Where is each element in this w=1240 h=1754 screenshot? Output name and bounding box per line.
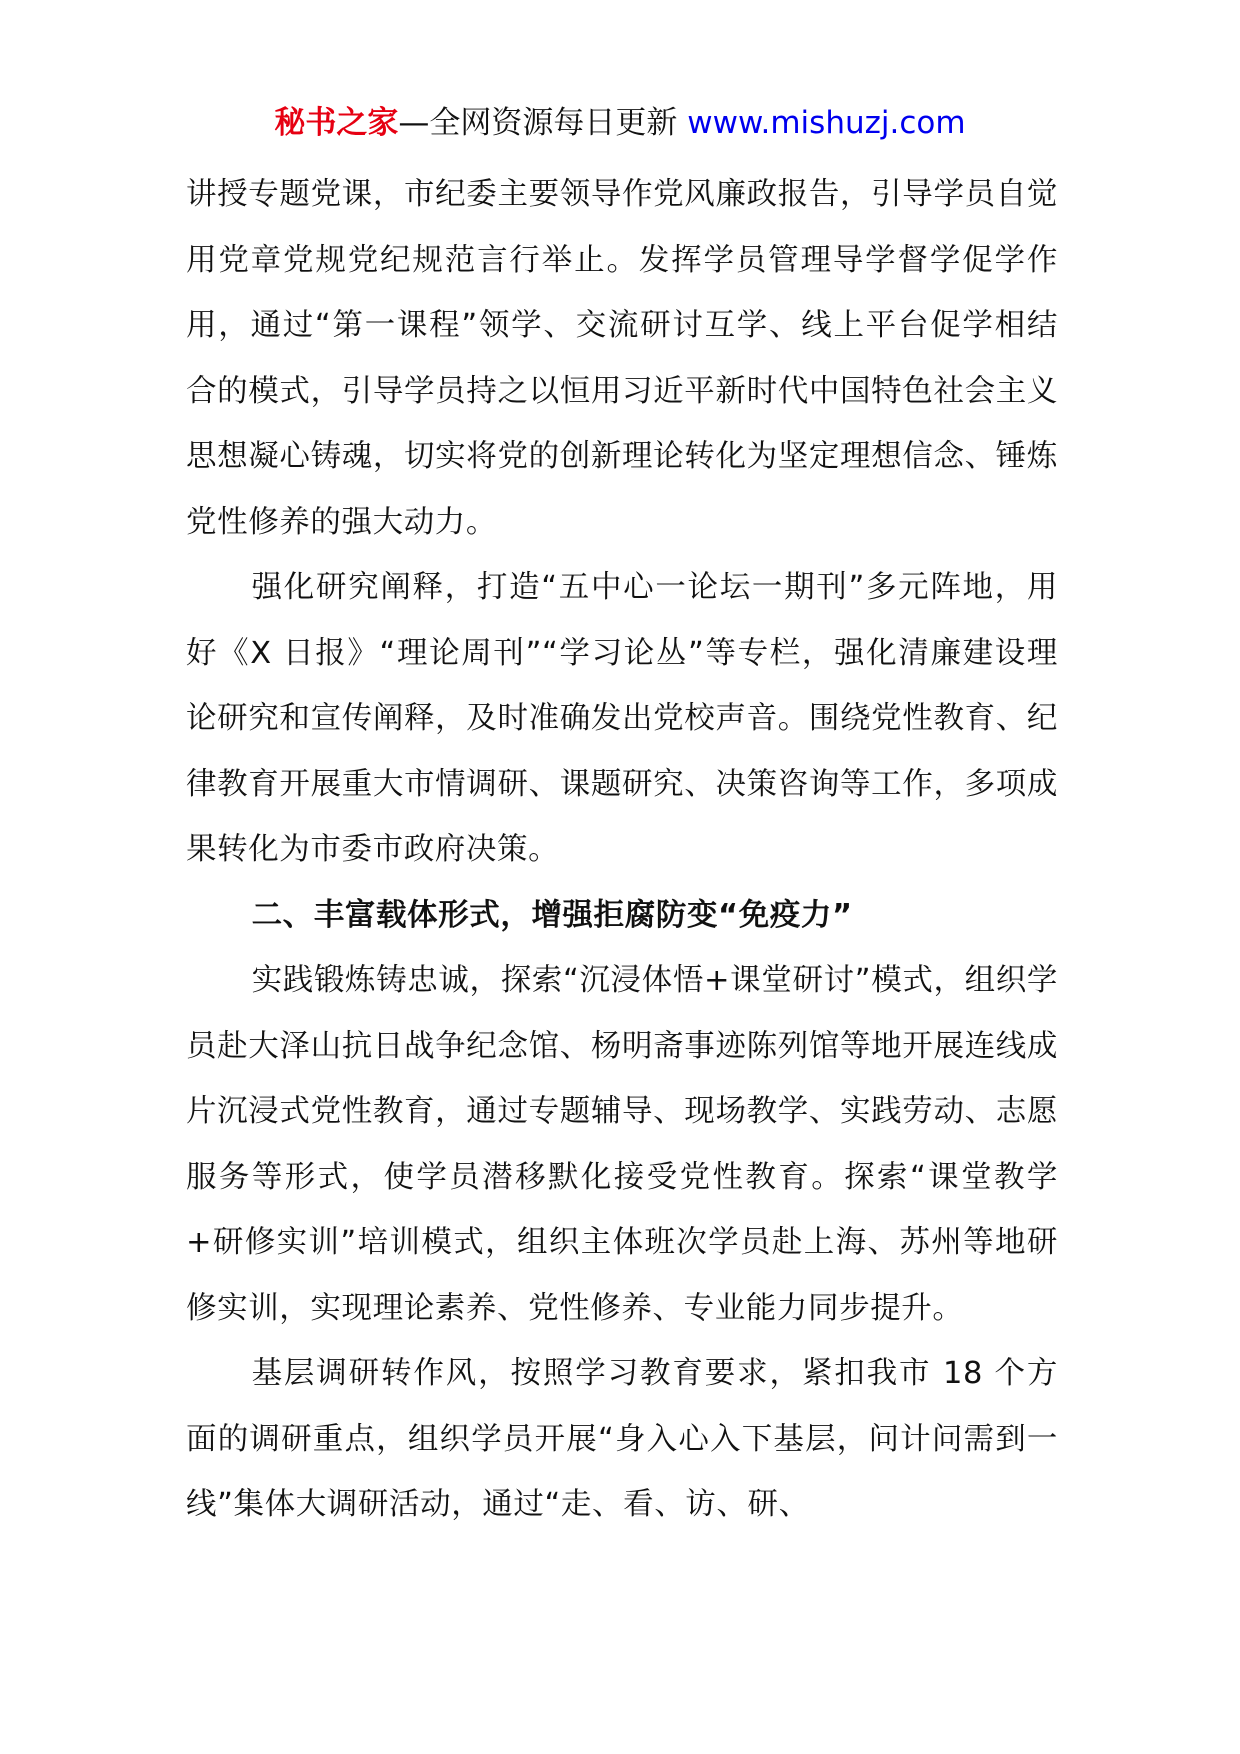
paragraph-practice: 实践锻炼铸忠诚，探索“沉浸体悟+课堂研讨”模式，组织学员赴大泽山抗日战争纪念馆、杨明斋事迹陈列馆等地开展连线成片沉浸式党性教育，通过专题辅导、现场教学、实践劳动、志愿服务等形式，使学员潜移默化接受党性教育。探索“课堂教学+研修实训”培训模式，组织主体班次学员赴上海、苏州等地研修实训，实现理论素养、党性修养、专业能力同步提升。	[186, 963, 1058, 1326]
site-url-link[interactable]: www.mishuzj.com	[687, 105, 966, 141]
paragraph-grassroots: 基层调研转作风，按照学习教育要求，紧扣我市 18 个方面的调研重点，组织学员开展“身入心入下基层，问计问需到一线”集体大调研活动，通过“走、看、访、研、	[186, 1356, 1058, 1522]
document-body	[186, 162, 1058, 1538]
brand-name: 秘书之家	[274, 105, 399, 141]
header-tagline: —全网资源每日更新	[398, 105, 688, 141]
section-heading-2: 二、丰富载体形式，增强拒腐防变“免疫力”	[251, 897, 853, 933]
paragraph-research: 强化研究阐释，打造“五中心一论坛一期刊”多元阵地，用好《X 日报》“理论周刊”“学习论丛”等专栏，强化清廉建设理论研究和宣传阐释，及时准确发出党校声音。围绕党性教育、纪律教育开展重大市情调研、课题研究、决策咨询等工作，多项成果转化为市委市政府决策。	[186, 570, 1058, 867]
paragraph-continuation: 讲授专题党课，市纪委主要领导作党风廉政报告，引导学员自觉用党章党规党纪规范言行举止。发挥学员管理导学督学促学作用，通过“第一课程”领学、交流研讨互学、线上平台促学相结合的模式，引导学员持之以恒用习近平新时代中国特色社会主义思想凝心铸魂，切实将党的创新理论转化为坚定理想信念、锤炼党性修养的强大动力。	[186, 177, 1058, 540]
site-header-banner	[0, 100, 1240, 146]
